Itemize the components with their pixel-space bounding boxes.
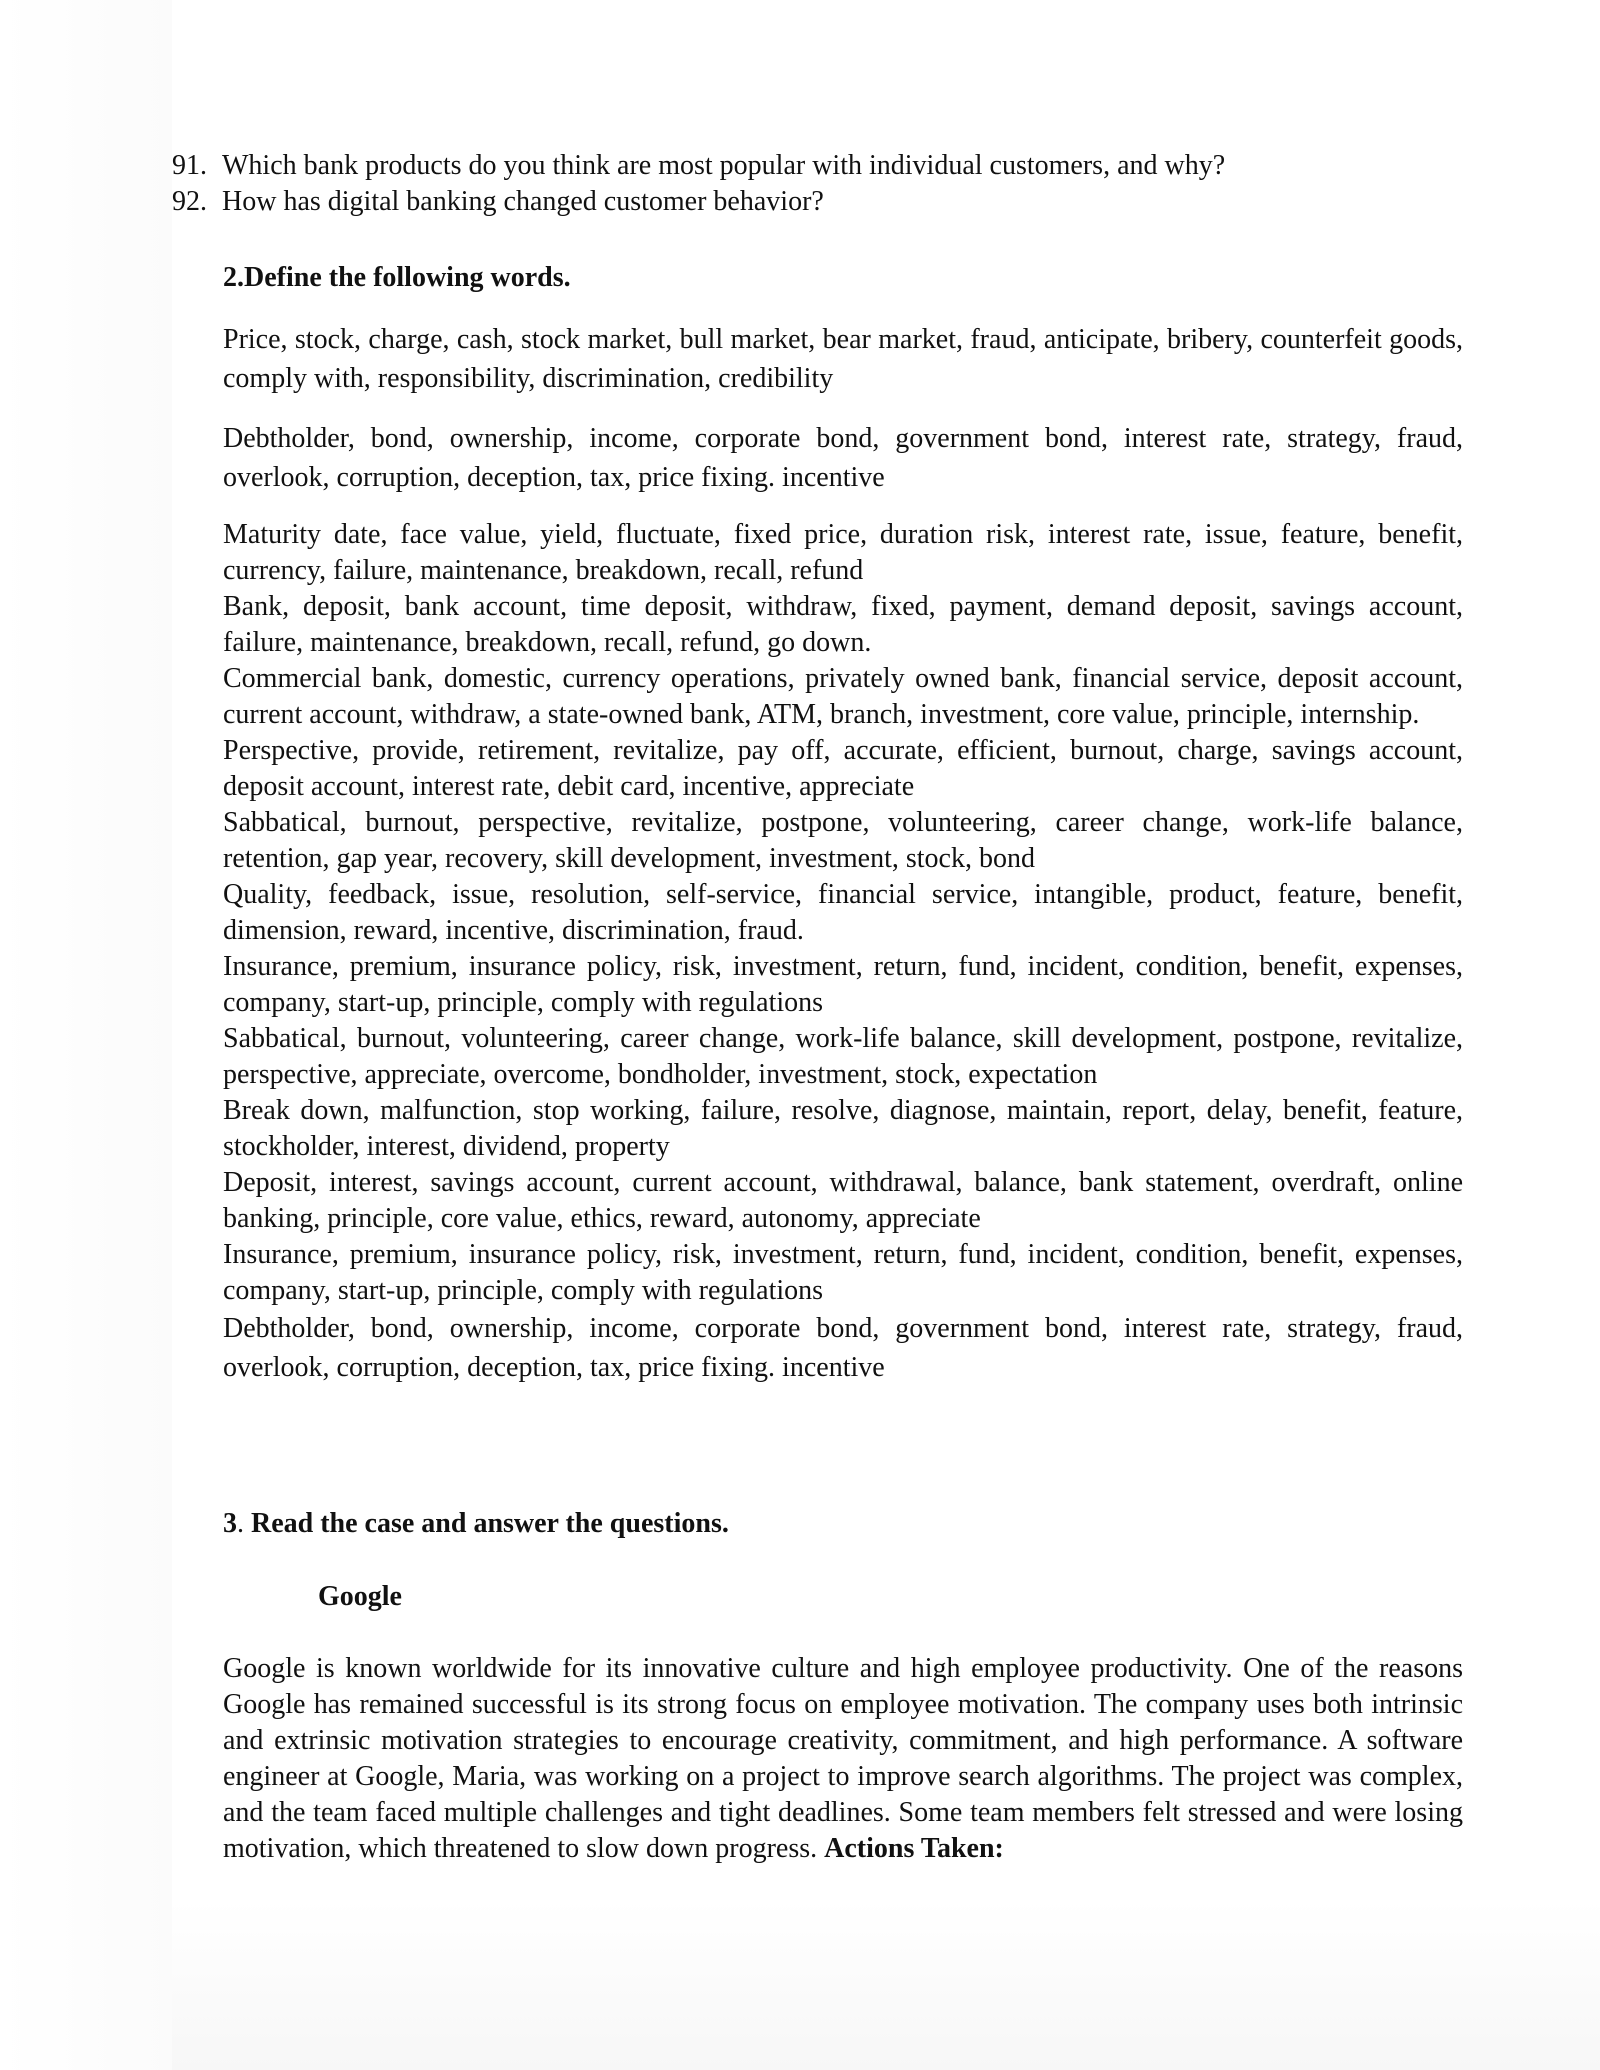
word-list-line: Insurance, premium, insurance policy, risk, investment, return, fund, incident, condition, benefit, expenses, company, start-up, principle, comply with regulations	[223, 1239, 1463, 1306]
word-list-line: Sabbatical, burnout, volunteering, career change, work-life balance, skill development, postpone, revitalize, perspective, appreciate, overcome, bondholder, investment, stock, expectation	[223, 1023, 1463, 1090]
question-number: 92.	[172, 186, 207, 217]
word-list-line: Perspective, provide, retirement, revitalize, pay off, accurate, efficient, burnout, charge, savings account, deposit account, interest rate, debit card, incentive, appreciate	[223, 735, 1463, 802]
question-text: How has digital banking changed customer behavior?	[222, 186, 824, 217]
word-list-line: Deposit, interest, savings account, current account, withdrawal, balance, bank statement, overdraft, online banking, principle, core value, ethics, reward, autonomy, appreciate	[223, 1167, 1463, 1234]
section-3-heading	[223, 1506, 1463, 1542]
case-actions-label: Actions Taken:	[824, 1833, 1004, 1864]
section-2-heading: 2.Define the following words.	[223, 262, 571, 293]
word-list-block	[223, 517, 1463, 1387]
question-item	[172, 148, 1472, 184]
case-paragraph	[223, 1651, 1463, 1867]
word-list-paragraph: Debtholder, bond, ownership, income, corporate bond, government bond, interest rate, strategy, fraud, overlook, corruption, deception, tax, price fixing. incentive	[223, 423, 1463, 493]
word-list-line: Quality, feedback, issue, resolution, self-service, financial service, intangible, product, feature, benefit, dimension, reward, incentive, discrimination, fraud.	[223, 879, 1463, 946]
case-title: Google	[318, 1581, 402, 1612]
word-list-line: Break down, malfunction, stop working, failure, resolve, diagnose, maintain, report, delay, benefit, feature, stockholder, interest, dividend, property	[223, 1095, 1463, 1162]
question-text: Which bank products do you think are most popular with individual customers, and why?	[222, 150, 1226, 181]
word-list-line: Sabbatical, burnout, perspective, revitalize, postpone, volunteering, career change, work-life balance, retention, gap year, recovery, skill development, investment, stock, bond	[223, 807, 1463, 874]
word-list-line: Commercial bank, domestic, currency operations, privately owned bank, financial service, deposit account, current account, withdraw, a state-owned bank, ATM, branch, investment, core value, principle, internship.	[223, 663, 1463, 730]
section-3-number: 3	[223, 1508, 237, 1539]
section-3-dot: .	[237, 1508, 244, 1539]
question-number: 91.	[172, 150, 207, 181]
section-3-title: Read the case and answer the questions.	[251, 1508, 729, 1539]
word-list-paragraph: Price, stock, charge, cash, stock market, bull market, bear market, fraud, anticipate, bribery, counterfeit goods, comply with, responsibility, discrimination, credibility	[223, 324, 1463, 394]
word-list-line: Insurance, premium, insurance policy, risk, investment, return, fund, incident, condition, benefit, expenses, company, start-up, principle, comply with regulations	[223, 951, 1463, 1018]
case-text: Google is known worldwide for its innovative culture and high employee productivity. One of the reasons Google has remained successful is its strong focus on employee motivation. The company uses both intrinsic and extrinsic motivation strategies to encourage creativity, commitment, and high performance. A software engineer at Google, Maria, was working on a project to improve search algorithms. The project was complex, and the team faced multiple challenges and tight deadlines. Some team members felt stressed and were losing motivation, which threatened to slow down progress.	[223, 1653, 1463, 1864]
question-list	[172, 148, 1472, 220]
word-list-line: Bank, deposit, bank account, time deposit, withdraw, fixed, payment, demand deposit, savings account, failure, maintenance, breakdown, recall, refund, go down.	[223, 591, 1463, 658]
word-list-line: Debtholder, bond, ownership, income, corporate bond, government bond, interest rate, strategy, fraud, overlook, corruption, deception, tax, price fixing. incentive	[223, 1313, 1463, 1383]
question-item	[172, 184, 1472, 220]
word-list-line: Maturity date, face value, yield, fluctuate, fixed price, duration risk, interest rate, issue, feature, benefit, currency, failure, maintenance, breakdown, recall, refund	[223, 519, 1463, 586]
